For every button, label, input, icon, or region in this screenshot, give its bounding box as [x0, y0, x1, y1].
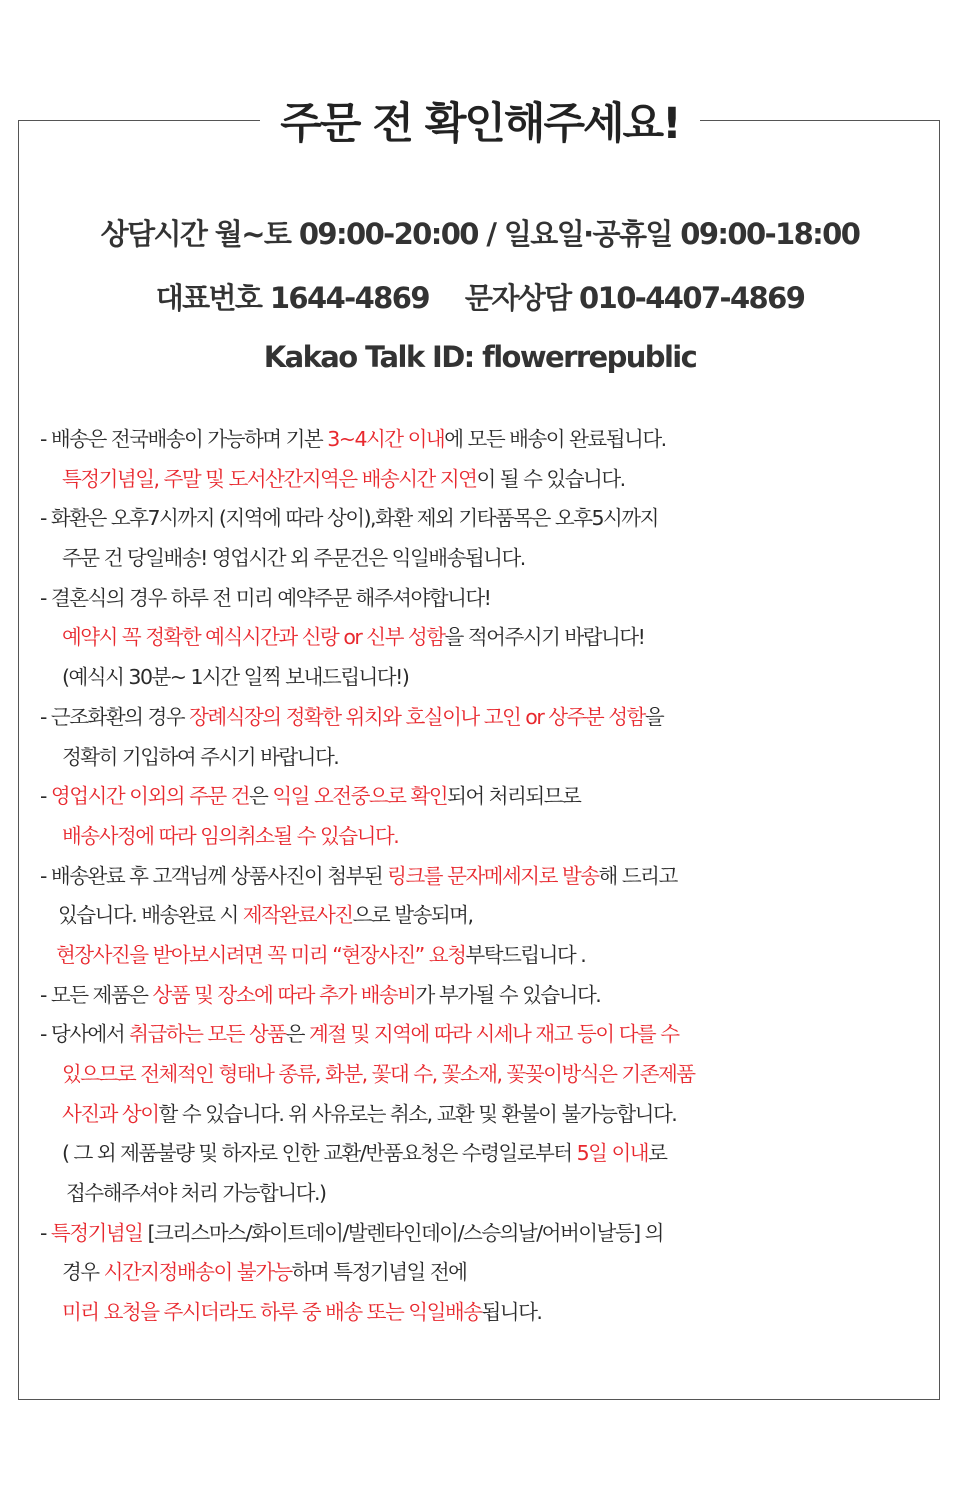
photo-note-line3: 현장사진을 받아보시려면 꼭 미리 “현장사진” 요청부탁드립니다 . [56, 942, 586, 967]
after-hours-note-line2: 배송사정에 따라 임의취소될 수 있습니다. [62, 823, 399, 848]
products-note-line4: ( 그 외 제품불량 및 하자로 인한 교환/반품요청은 수령일로부터 5일 이내로 [62, 1141, 667, 1166]
products-note-line5: 접수해주셔야 처리 가능합니다.) [66, 1181, 326, 1206]
holidays-note-line3: 미리 요청을 주시더라도 하루 중 배송 또는 익일배송됩니다. [62, 1300, 542, 1325]
page-title: 주문 전 확인해주세요! [260, 90, 699, 151]
products-note-line1: - 당사에서 취급하는 모든 상품은 계절 및 지역에 따라 시세나 재고 등이 다를 수 [40, 1022, 679, 1047]
wreath-note-line1: - 화환은 오후7시까지 (지역에 따라 상이),화환 제외 기타품목은 오후5시까지 [40, 506, 658, 531]
main-phone: 대표번호 1644-4869 [155, 281, 429, 315]
notice-list [40, 420, 920, 1333]
products-note-line3: 사진과 상이할 수 있습니다. 위 사유로는 취소, 교환 및 환불이 불가능합니다. [62, 1101, 677, 1126]
funeral-note-line2: 정확히 기입하여 주시기 바랍니다. [62, 744, 339, 769]
sms-phone: 문자상담 010-4407-4869 [464, 281, 805, 315]
wedding-note-line2: 예약시 꼭 정확한 예식시간과 신랑 or 신부 성함을 적어주시기 바랍니다! [62, 625, 645, 650]
shipping-fee-note: - 모든 제품은 상품 및 장소에 따라 추가 배송비가 부가될 수 있습니다. [40, 982, 601, 1007]
delivery-note-line2: 특정기념일, 주말 및 도서산간지역은 배송시간 지연이 될 수 있습니다. [62, 466, 625, 491]
delivery-note-line1: - 배송은 전국배송이 가능하며 기본 3~4시간 이내에 모든 배송이 완료됩니다. [40, 427, 666, 451]
wreath-note-line2: 주문 건 당일배송! 영업시간 외 주문건은 익일배송됩니다. [62, 546, 525, 571]
phone-info [0, 276, 960, 317]
after-hours-note-line1: - 영업시간 이외의 주문 건은 익일 오전중으로 확인되어 처리되므로 [40, 784, 581, 809]
photo-note-line2: 있습니다. 배송완료 시 제작완료사진으로 발송되며, [58, 903, 473, 928]
title-wrap [0, 80, 960, 160]
holidays-note-line1: - 특정기념일 [크리스마스/화이트데이/발렌타인데이/스승의날/어버이날등] 의 [40, 1220, 663, 1245]
kakao-id: Kakao Talk ID: flowerrepublic [263, 340, 697, 374]
funeral-note-line1: - 근조화환의 경우 장례식장의 정확한 위치와 호실이나 고인 or 상주분 성함을 [40, 704, 664, 729]
wedding-note-line3: (예식시 30분~ 1시간 일찍 보내드립니다!) [62, 665, 409, 690]
photo-note-line1: - 배송완료 후 고객님께 상품사진이 첨부된 링크를 문자메세지로 발송해 드리고 [40, 863, 677, 888]
business-hours: 상담시간 월~토 09:00-20:00 / 일요일·공휴일 09:00-18:00 [100, 217, 860, 251]
wedding-note-line1: - 결혼식의 경우 하루 전 미리 예약주문 해주셔야합니다! [40, 585, 491, 610]
holidays-note-line2: 경우 시간지정배송이 불가능하며 특정기념일 전에 [62, 1260, 467, 1285]
products-note-line2: 있으므로 전체적인 형태나 종류, 화분, 꽃대 수, 꽃소재, 꽃꽂이방식은 기존제품 [62, 1062, 695, 1086]
